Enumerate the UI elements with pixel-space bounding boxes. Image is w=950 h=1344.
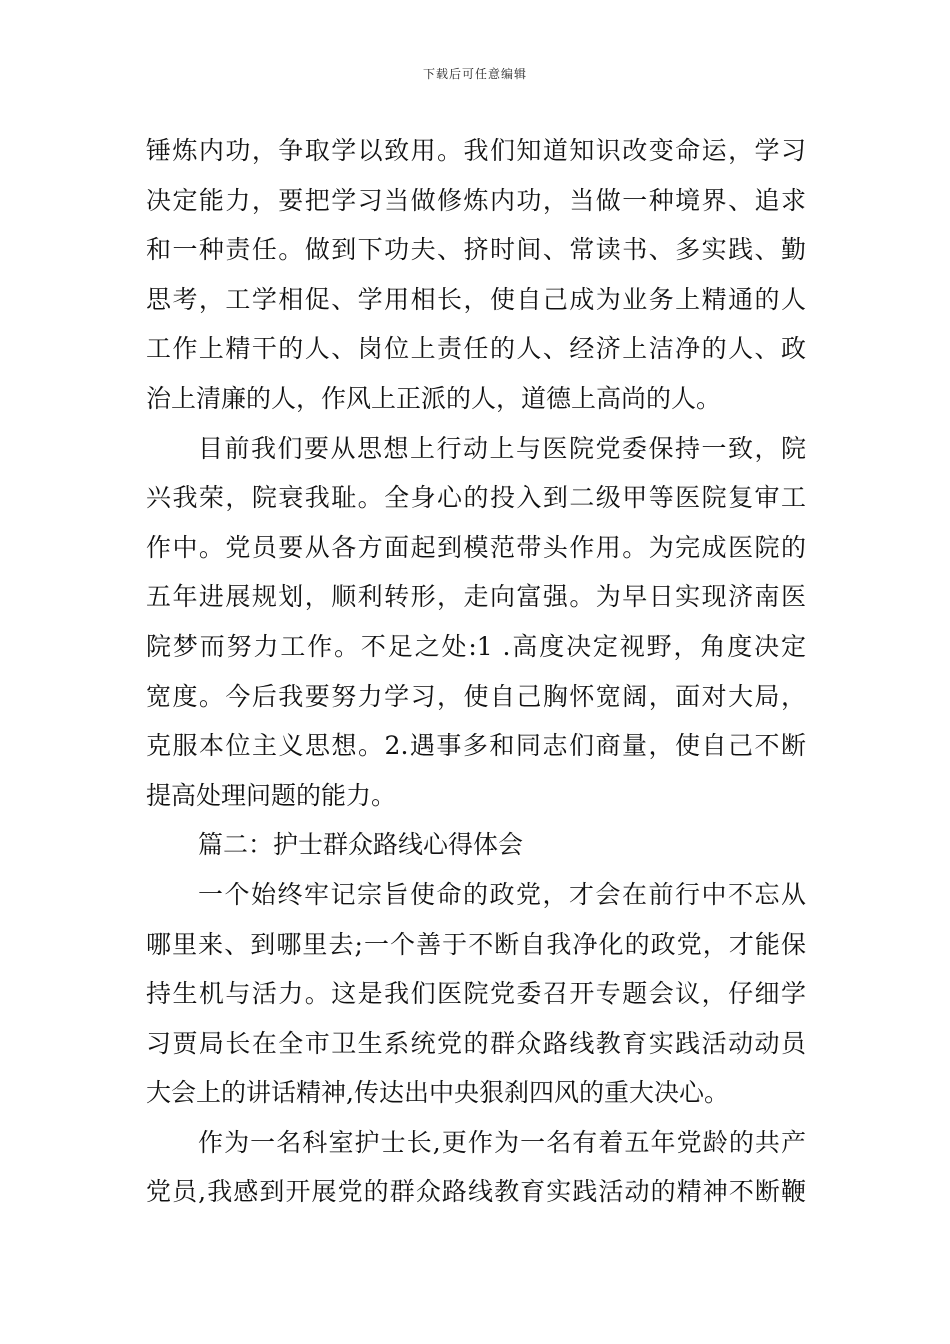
text-line: 思考，工学相促、学用相长，使自己成为业务上精通的人 <box>146 284 806 314</box>
text-line: 和一种责任。做到下功夫、挤时间、常读书、多实践、勤 <box>146 235 806 265</box>
text-line: 五年进展规划，顺利转形，走向富强。为早日实现济南医 <box>146 582 806 612</box>
text-line: 提高处理问题的能力。 <box>146 780 397 810</box>
text-line: 决定能力，要把学习当做修炼内功，当做一种境界、追求 <box>146 185 806 215</box>
text-line: 作中。党员要从各方面起到模范带头作用。为完成医院的 <box>146 532 806 562</box>
text-line: 治上清廉的人，作风上正派的人，道德上高尚的人。 <box>146 383 722 413</box>
page-header: 下载后可任意编辑 <box>422 67 527 81</box>
text-line: 大会上的讲话精神,传达出中央狠刹四风的重大决心。 <box>146 1078 729 1108</box>
document-body <box>146 126 806 1217</box>
text-line: 宽度。今后我要努力学习，使自己胸怀宽阔，面对大局， <box>146 681 806 711</box>
text-line: 锤炼内功，争取学以致用。我们知道知识改变命运，学习 <box>146 136 806 165</box>
text-line: 一个始终牢记宗旨使命的政党，才会在前行中不忘从 <box>198 879 806 909</box>
text-line: 作为一名科室护士长,更作为一名有着五年党龄的共产 <box>198 1127 806 1157</box>
text-line: 习贾局长在全市卫生系统党的群众路线教育实践活动动员 <box>146 1028 806 1058</box>
text-line: 克服本位主义思想。2.遇事多和同志们商量，使自己不断 <box>146 731 806 761</box>
text-line: 哪里来、到哪里去;一个善于不断自我净化的政党，才能保 <box>146 929 806 959</box>
text-line: 党员,我感到开展党的群众路线教育实践活动的精神不断鞭 <box>146 1177 806 1207</box>
text-line: 兴我荣，院衰我耻。全身心的投入到二级甲等医院复审工 <box>146 483 806 513</box>
text-line: 工作上精干的人、岗位上责任的人、经济上洁净的人、政 <box>146 334 806 364</box>
section-heading: 篇二：护士群众路线心得体会 <box>198 830 524 860</box>
text-line: 目前我们要从思想上行动上与医院党委保持一致，院 <box>198 433 806 463</box>
text-line: 持生机与活力。这是我们医院党委召开专题会议，仔细学 <box>146 979 806 1009</box>
text-line: 院梦而努力工作。不足之处:1 .高度决定视野，角度决定 <box>146 631 806 661</box>
